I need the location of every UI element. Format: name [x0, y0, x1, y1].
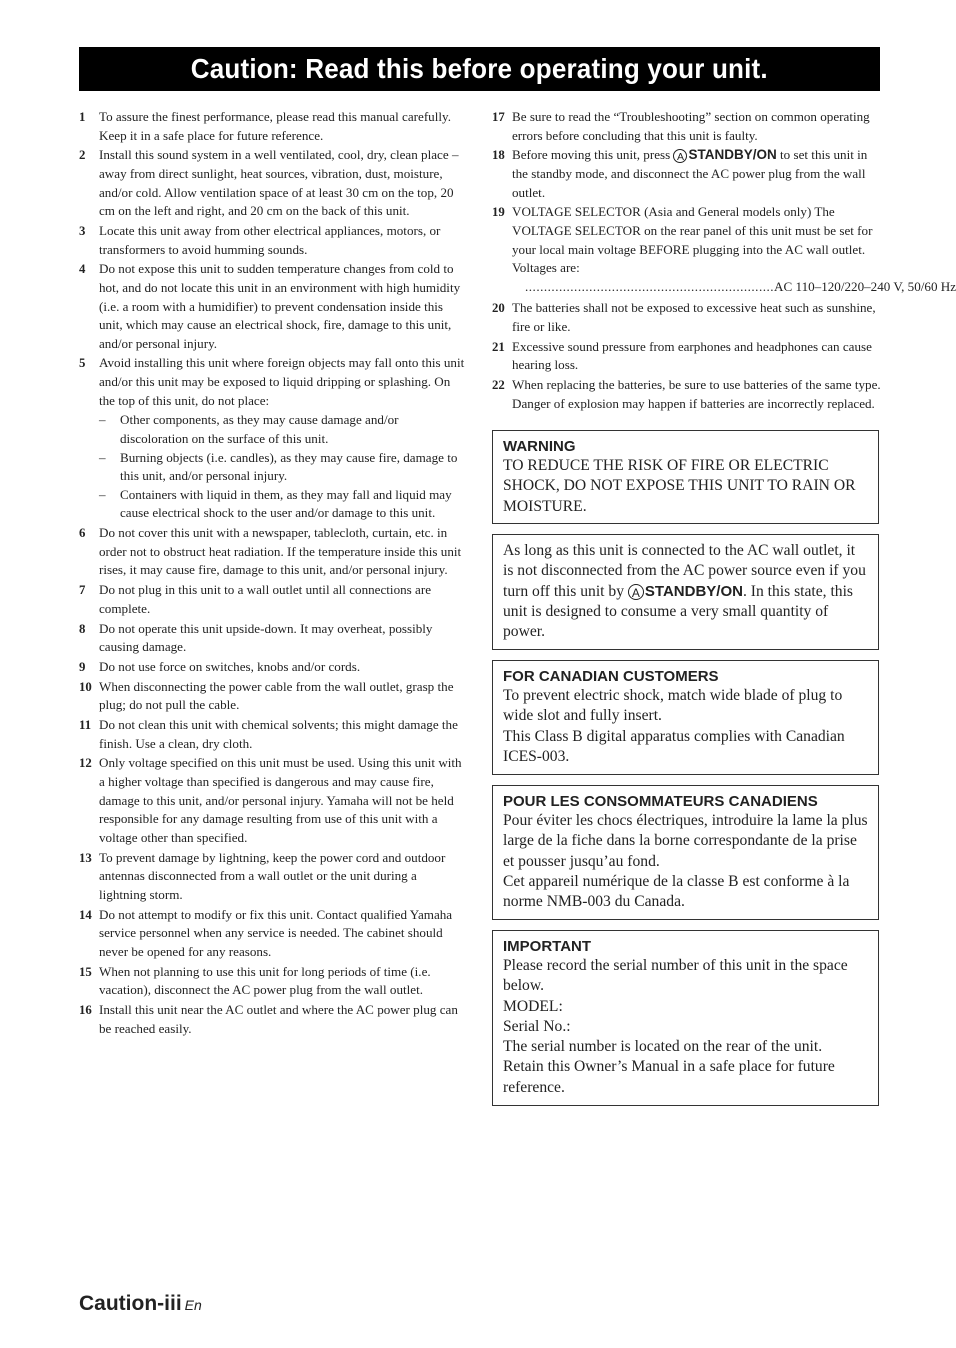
standby-on-key: STANDBY/ON [644, 582, 743, 600]
item-number: 18 [492, 148, 505, 163]
important-text: The serial number is located on the rear of the unit. [503, 1038, 823, 1056]
list-item [79, 260, 465, 353]
list-item [79, 524, 465, 580]
right-column [492, 108, 956, 414]
dot-leader: .................................................................. [525, 278, 775, 294]
item-text: Do not cover this unit with a newspaper, tablecloth, curtain, etc. in order not to obstruct heat radiation. If the temperature inside this unit rises, it may cause fire, damage to this unit, and/or personal injury. [99, 525, 462, 578]
item-number: 20 [492, 301, 505, 316]
standby-notice-text [503, 541, 868, 642]
list-item [79, 678, 465, 715]
list-item [79, 849, 465, 905]
sub-item [99, 486, 465, 523]
title-bar [79, 47, 880, 91]
list-item [492, 146, 882, 202]
standby-notice-box [492, 534, 879, 650]
model-field: MODEL: [503, 997, 563, 1015]
standby-on-key: STANDBY/ON [688, 147, 777, 163]
voltage-line [525, 278, 956, 297]
item-number: 16 [79, 1002, 92, 1017]
warning-heading: WARNING [503, 438, 576, 455]
item-text: Do not use force on switches, knobs and/or cords. [99, 658, 361, 674]
text-fragment: . In this state, this unit is designed to consume a very small quantity of power. [503, 582, 853, 641]
item-number: 7 [79, 583, 86, 598]
item-text: Do not expose this unit to sudden temperature changes from cold to hot, and do not locate this unit in an environment with high humidity (i.e. a room with a humidifier) to prevent condensation inside this unit, which may cause an electrical shock, fire, damage to this unit, and/or personal injury. [99, 261, 461, 351]
item-number: 3 [79, 223, 86, 238]
item-number: 9 [79, 659, 86, 674]
canadiens-box [492, 785, 879, 920]
dash-marker: – [99, 449, 106, 465]
sub-item [99, 449, 465, 486]
item-text: The batteries shall not be exposed to excessive heat such as sunshine, fire or like. [512, 300, 876, 334]
list-item [79, 716, 465, 753]
item-number: 11 [79, 718, 92, 733]
canadiens-text: Cet appareil numérique de la classe B est conforme à la norme NMB-003 du Canada. [503, 872, 850, 911]
list-item [492, 299, 882, 336]
list-item [492, 108, 882, 145]
canadian-customers-box [492, 660, 879, 775]
list-item [79, 620, 465, 657]
page-footer [79, 1292, 202, 1316]
text-fragment: As long as this unit is connected to the AC wall outlet, it is not disconnected from the AC power source even if you turn off this unit by [503, 542, 866, 600]
item-text: To assure the finest performance, please read this manual carefully. Keep it in a safe place for future reference. [99, 109, 451, 143]
item-number: 19 [492, 205, 505, 220]
page-title: Caution: Read this before operating your unit. [190, 53, 769, 84]
item-text: Do not operate this unit upside-down. It may overheat, possibly causing damage. [99, 620, 433, 655]
item-number: 12 [79, 756, 92, 771]
item-number: 2 [79, 148, 86, 163]
item-number: 1 [79, 110, 86, 124]
item-text: Locate this unit away from other electrical appliances, motors, or transformers to avoid humming sounds. [99, 222, 441, 257]
canadian-heading: FOR CANADIAN CUSTOMERS [503, 668, 719, 685]
item-number: 13 [79, 850, 92, 865]
item-number: 8 [79, 621, 86, 636]
sub-item-text: Other components, as they may cause damage and/or discoloration on the surface of this unit. [120, 412, 399, 447]
item-number: 14 [79, 907, 92, 922]
list-item [79, 1001, 465, 1038]
item-number: 17 [492, 110, 505, 124]
item-number: 10 [79, 679, 92, 694]
voltage-values: AC 110–120/220–240 V, 50/60 Hz [774, 278, 956, 294]
language-tag: En [184, 1297, 202, 1313]
item-text: Only voltage specified on this unit must be used. Using this unit with a higher voltage than specified is dangerous and may cause fire, damage to this unit, and/or personal injury. Yamaha will not be held responsible for any damage resulting from use of this unit with a voltage other than specified. [99, 755, 462, 845]
list-item [79, 906, 465, 962]
list-item [79, 658, 465, 677]
important-text: Please record the serial number of this unit in the space below. [503, 957, 848, 995]
item-number: 15 [79, 964, 92, 979]
canadiens-text: Pour éviter les chocs électriques, introduire la lame la plus large de la fiche dans la borne correspondante de la prise et pousser jusqu’au fond. [503, 812, 868, 870]
item-text: When disconnecting the power cable from the wall outlet, grasp the plug; do not pull the cable. [99, 678, 454, 713]
list-item [79, 222, 465, 259]
item-text: Install this unit near the AC outlet and where the AC power plug can be reached easily. [99, 1001, 458, 1036]
dash-marker: – [99, 412, 106, 428]
list-item [492, 376, 882, 413]
item-text: When not planning to use this unit for long periods of time (i.e. vacation), disconnect the AC power plug from the wall outlet. [99, 963, 431, 998]
list-item [79, 146, 465, 220]
item-number: 4 [79, 262, 86, 277]
item-text: VOLTAGE SELECTOR (Asia and General models only) The VOLTAGE SELECTOR on the rear panel of this unit must be set for your local main voltage BEFORE plugging into the AC wall outlet. Voltages are: [512, 204, 873, 276]
item-text: Do not attempt to modify or fix this unit. Contact qualified Yamaha service personnel when any service is needed. The cabinet should never be opened for any reasons. [99, 906, 453, 959]
warning-box [492, 430, 879, 524]
canadian-text: To prevent electric shock, match wide blade of plug to wide slot and fully insert. [503, 687, 843, 725]
item-number: 22 [492, 378, 505, 393]
item-text: Avoid installing this unit where foreign objects may fall onto this unit and/or this unit may be exposed to liquid dripping or splashing. On the top of this unit, do not place: [99, 355, 465, 408]
circled-a-icon: A [673, 149, 687, 163]
item-text: When replacing the batteries, be sure to use batteries of the same type. Danger of explosion may happen if batteries are incorrectly replaced. [512, 377, 881, 411]
list-item [79, 754, 465, 847]
list-item [79, 963, 465, 1000]
item-text: Do not plug in this unit to a wall outlet until all connections are complete. [99, 582, 432, 616]
item-number: 5 [79, 356, 86, 371]
list-item [492, 338, 882, 375]
page-number: Caution-iii [79, 1292, 182, 1315]
item-text: Be sure to read the “Troubleshooting” section on common operating errors before concluding that this unit is faulty. [512, 109, 870, 143]
sub-item [99, 411, 465, 448]
item-text: To prevent damage by lightning, keep the power cord and outdoor antennas disconnected from a wall outlet or the unit during a lightning storm. [99, 849, 446, 902]
list-item [492, 203, 882, 277]
serial-field: Serial No.: [503, 1017, 571, 1035]
canadian-text: This Class B digital apparatus complies with Canadian ICES-003. [503, 727, 845, 765]
item-text: Excessive sound pressure from earphones and headphones can cause hearing loss. [512, 338, 872, 373]
item-text: Do not clean this unit with chemical solvents; this might damage the finish. Use a clean, dry cloth. [99, 717, 458, 751]
important-box [492, 930, 879, 1106]
left-column [79, 108, 465, 1039]
warning-text: TO REDUCE THE RISK OF FIRE OR ELECTRIC SHOCK, DO NOT EXPOSE THIS UNIT TO RAIN OR MOISTURE. [503, 457, 856, 515]
important-heading: IMPORTANT [503, 938, 592, 955]
dash-marker: – [99, 486, 106, 502]
item-text: Install this sound system in a well ventilated, cool, dry, clean place – away from direct sunlight, heat sources, vibration, dust, moisture, and/or cold. Allow ventilation space of at least 30 cm on the top, 20 cm on the left and right, and 20 cm on the back of this unit. [99, 147, 459, 219]
canadiens-heading: POUR LES CONSOMMATEURS CANADIENS [503, 793, 818, 810]
item-number: 21 [492, 339, 505, 354]
text-fragment: Before moving this unit, press [512, 147, 674, 163]
list-item [79, 354, 465, 410]
circled-a-icon: A [628, 584, 644, 600]
list-item [79, 108, 465, 145]
item-number: 6 [79, 526, 86, 541]
item-text [512, 146, 882, 202]
sub-item-text: Containers with liquid in them, as they may fall and liquid may cause electrical shock to the user and/or damage to this unit. [120, 486, 452, 521]
list-item [79, 581, 465, 618]
text-fragment: to set this unit in the standby mode, and disconnect the AC power plug from the wall outlet. [512, 147, 868, 200]
sub-item-text: Burning objects (i.e. candles), as they may cause fire, damage to this unit, and/or personal injury. [120, 449, 458, 484]
important-text: Retain this Owner’s Manual in a safe place for future reference. [503, 1058, 835, 1096]
